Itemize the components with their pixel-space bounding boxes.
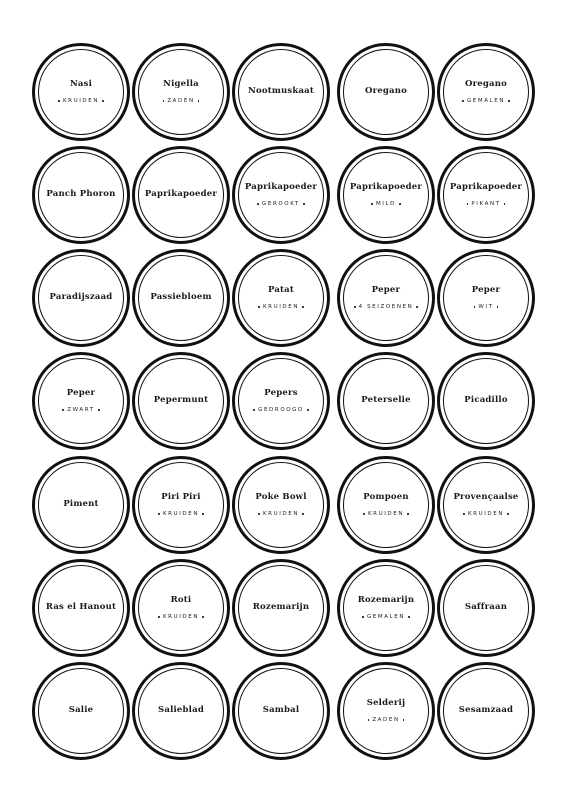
dot-ornament-icon [368, 719, 370, 721]
spice-subtitle [253, 407, 308, 413]
dot-ornament-icon [302, 306, 304, 308]
spice-subtitle [258, 304, 304, 310]
spice-subtitle [463, 511, 509, 517]
spice-label [337, 456, 435, 554]
spice-subtitle-text: GEMALEN [466, 97, 506, 104]
spice-label [132, 456, 230, 554]
spice-subtitle [363, 511, 409, 517]
spice-label [232, 43, 330, 141]
spice-name: Oregano [365, 86, 407, 97]
spice-name: Sesamzaad [458, 705, 514, 716]
dot-ornament-icon [504, 203, 506, 205]
dot-ornament-icon [371, 203, 373, 205]
label-inner-ring [443, 462, 529, 548]
spice-subtitle-text: KRUIDEN [262, 510, 300, 517]
spice-name: Salie [68, 705, 94, 716]
spice-name: Paprikapoeder [144, 189, 218, 200]
dot-ornament-icon [202, 513, 204, 515]
spice-label [132, 43, 230, 141]
dot-ornament-icon [58, 100, 60, 102]
label-inner-ring [38, 565, 124, 651]
dot-ornament-icon [363, 513, 365, 515]
dot-ornament-icon [474, 306, 476, 308]
dot-ornament-icon [508, 100, 510, 102]
spice-subtitle [58, 98, 104, 104]
spice-subtitle [462, 98, 510, 104]
spice-label [32, 43, 130, 141]
spice-name: Peper [471, 285, 501, 296]
spice-label [32, 559, 130, 657]
spice-name: Paprikapoeder [349, 182, 423, 193]
dot-ornament-icon [497, 306, 499, 308]
spice-name: Patat [267, 285, 295, 296]
spice-name: Salieblad [158, 705, 204, 716]
spice-name: Pepermunt [153, 395, 209, 406]
dot-ornament-icon [302, 513, 304, 515]
spice-name: Peper [371, 285, 401, 296]
label-inner-ring [38, 152, 124, 238]
label-inner-ring [138, 358, 224, 444]
spice-subtitle [467, 201, 506, 207]
label-inner-ring [138, 255, 224, 341]
spice-name: Saffraan [464, 602, 508, 613]
spice-label [437, 662, 535, 760]
label-inner-ring [343, 668, 429, 754]
spice-label [132, 662, 230, 760]
dot-ornament-icon [462, 100, 464, 102]
spice-label [437, 43, 535, 141]
spice-name: Pepers [264, 388, 298, 399]
spice-label [437, 456, 535, 554]
spice-label [437, 352, 535, 450]
label-inner-ring [343, 255, 429, 341]
spice-label [132, 559, 230, 657]
spice-label [232, 146, 330, 244]
label-inner-ring [138, 668, 224, 754]
spice-label [132, 352, 230, 450]
spice-label [337, 146, 435, 244]
spice-name: Provençaalse [453, 492, 519, 503]
label-inner-ring [443, 49, 529, 135]
label-inner-ring [343, 358, 429, 444]
spice-subtitle-text: KRUIDEN [467, 510, 505, 517]
dot-ornament-icon [507, 513, 509, 515]
spice-name: Picadillo [464, 395, 508, 406]
spice-name: Passiebloem [150, 292, 212, 303]
spice-label [132, 146, 230, 244]
spice-name: Rozemarijn [357, 595, 415, 606]
spice-subtitle [474, 304, 499, 310]
dot-ornament-icon [354, 306, 356, 308]
dot-ornament-icon [158, 616, 160, 618]
dot-ornament-icon [416, 306, 418, 308]
label-inner-ring [238, 49, 324, 135]
spice-label [32, 249, 130, 347]
spice-label [232, 456, 330, 554]
spice-name: Sambal [262, 705, 300, 716]
spice-label [337, 662, 435, 760]
label-inner-ring [343, 462, 429, 548]
label-inner-ring [443, 358, 529, 444]
dot-ornament-icon [408, 616, 410, 618]
dot-ornament-icon [362, 616, 364, 618]
dot-ornament-icon [62, 409, 64, 411]
spice-subtitle [158, 511, 204, 517]
spice-subtitle [368, 717, 405, 723]
label-inner-ring [38, 255, 124, 341]
spice-subtitle-text: ZADEN [372, 716, 400, 723]
spice-label [337, 559, 435, 657]
spice-label [337, 249, 435, 347]
spice-subtitle [158, 614, 204, 620]
label-inner-ring [238, 462, 324, 548]
dot-ornament-icon [258, 306, 260, 308]
spice-label [437, 559, 535, 657]
label-inner-ring [38, 49, 124, 135]
spice-subtitle-text: ZADEN [167, 97, 195, 104]
spice-name: Paprikapoeder [244, 182, 318, 193]
spice-subtitle [371, 201, 401, 207]
dot-ornament-icon [303, 203, 305, 205]
spice-name: Selderij [366, 698, 406, 709]
spice-name: Piment [63, 499, 99, 510]
spice-subtitle [354, 304, 418, 310]
dot-ornament-icon [253, 409, 255, 411]
label-inner-ring [38, 462, 124, 548]
spice-label [32, 456, 130, 554]
spice-label [132, 249, 230, 347]
label-inner-ring [443, 565, 529, 651]
spice-name: Oregano [465, 79, 507, 90]
spice-subtitle-text: KRUIDEN [162, 613, 200, 620]
label-inner-ring [238, 255, 324, 341]
label-inner-ring [443, 255, 529, 341]
spice-subtitle-text: GEMALEN [366, 613, 406, 620]
label-inner-ring [343, 49, 429, 135]
spice-name: Poke Bowl [255, 492, 307, 503]
dot-ornament-icon [98, 409, 100, 411]
spice-name: Rozemarijn [252, 602, 310, 613]
dot-ornament-icon [467, 203, 469, 205]
spice-label [32, 352, 130, 450]
dot-ornament-icon [198, 100, 200, 102]
dot-ornament-icon [102, 100, 104, 102]
spice-subtitle-text: KRUIDEN [367, 510, 405, 517]
spice-subtitle [62, 407, 99, 413]
spice-name: Ras el Hanout [45, 602, 117, 613]
spice-subtitle-text: 4 SEIZOENEN [358, 303, 414, 310]
spice-name: Paradijszaad [49, 292, 113, 303]
label-inner-ring [238, 668, 324, 754]
dot-ornament-icon [257, 203, 259, 205]
spice-label [32, 662, 130, 760]
dot-ornament-icon [258, 513, 260, 515]
spice-label [32, 146, 130, 244]
label-inner-ring [38, 358, 124, 444]
label-inner-ring [443, 668, 529, 754]
spice-name: Pompoen [363, 492, 409, 503]
spice-subtitle [258, 511, 304, 517]
spice-name: Peper [66, 388, 96, 399]
dot-ornament-icon [403, 719, 405, 721]
spice-subtitle-text: PIKANT [471, 200, 501, 207]
label-inner-ring [138, 565, 224, 651]
spice-subtitle-text: KRUIDEN [62, 97, 100, 104]
spice-label [337, 352, 435, 450]
spice-subtitle-text: GEDROOGD [258, 406, 304, 413]
spice-name: Panch Phoron [46, 189, 116, 200]
dot-ornament-icon [407, 513, 409, 515]
spice-subtitle-text: WIT [478, 303, 494, 310]
dot-ornament-icon [463, 513, 465, 515]
label-inner-ring [138, 49, 224, 135]
spice-subtitle [163, 98, 200, 104]
spice-subtitle-text: MILD [375, 200, 397, 207]
dot-ornament-icon [202, 616, 204, 618]
spice-name: Piri Piri [161, 492, 201, 503]
spice-subtitle [257, 201, 305, 207]
spice-label [337, 43, 435, 141]
label-inner-ring [238, 358, 324, 444]
spice-subtitle-text: KRUIDEN [162, 510, 200, 517]
spice-subtitle-text: KRUIDEN [262, 303, 300, 310]
label-inner-ring [138, 152, 224, 238]
label-inner-ring [238, 565, 324, 651]
spice-label [232, 352, 330, 450]
label-inner-ring [343, 565, 429, 651]
spice-label [437, 249, 535, 347]
spice-label [232, 559, 330, 657]
dot-ornament-icon [158, 513, 160, 515]
spice-subtitle-text: ZWART [67, 406, 95, 413]
spice-name: Nootmuskaat [247, 86, 315, 97]
spice-name: Roti [170, 595, 192, 606]
label-inner-ring [238, 152, 324, 238]
spice-subtitle-text: GEROOKT [262, 200, 300, 207]
spice-name: Nigella [163, 79, 199, 90]
spice-label [232, 249, 330, 347]
spice-subtitle [362, 614, 410, 620]
spice-name: Nasi [69, 79, 93, 90]
label-inner-ring [443, 152, 529, 238]
label-inner-ring [138, 462, 224, 548]
dot-ornament-icon [163, 100, 165, 102]
spice-label [437, 146, 535, 244]
label-inner-ring [343, 152, 429, 238]
spice-label [232, 662, 330, 760]
spice-name: Peterselie [361, 395, 411, 406]
label-inner-ring [38, 668, 124, 754]
spice-name: Paprikapoeder [449, 182, 523, 193]
dot-ornament-icon [399, 203, 401, 205]
dot-ornament-icon [307, 409, 309, 411]
